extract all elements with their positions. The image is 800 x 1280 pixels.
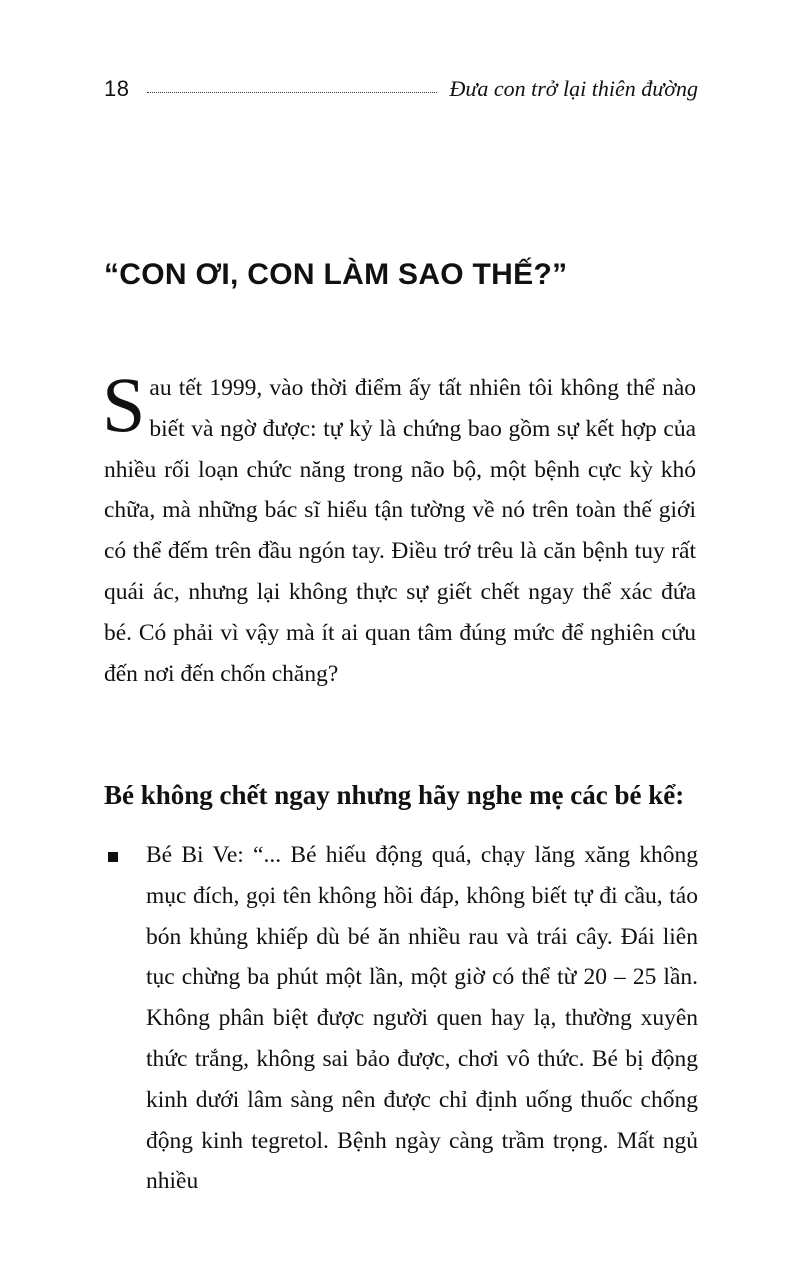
intro-paragraph bbox=[102, 361, 696, 694]
section-heading: Bé không chết ngay nhưng hãy nghe mẹ các bé kể: bbox=[104, 780, 685, 810]
running-header bbox=[104, 72, 698, 106]
bullet-text: Bé Bi Ve: “... Bé hiếu động quá, chạy lăng xăng không mục đích, gọi tên không hồi đáp, không biết tự đi cầu, táo bón khủng khiếp dù bé ăn nhiều rau và trái cây. Đái liên tục chừng ba phút một lần, một giờ có thể từ 20 – 25 lần. Không phân biệt được người quen hay lạ, thường xuyên thức trắng, không sai bảo được, chơi vô thức. Bé bị động kinh dưới lâm sàng nên được chỉ định uống thuốc chống động kinh tegretol. Bệnh ngày càng trầm trọng. Mất ngủ nhiều bbox=[146, 842, 698, 1195]
header-dotted-rule bbox=[147, 92, 437, 93]
square-bullet-icon bbox=[108, 852, 118, 862]
chapter-title: “CON ƠI, CON LÀM SAO THẾ?” bbox=[104, 258, 568, 291]
bullet-item bbox=[104, 835, 698, 1202]
drop-cap: S bbox=[102, 361, 146, 448]
intro-text: au tết 1999, vào thời điểm ấy tất nhiên tôi không thể nào biết và ngờ được: tự kỷ là chứng bao gồm sự kết hợp của nhiều rối loạn chức năng trong não bộ, một bệnh cực kỳ khó chữa, mà những bác sĩ hiểu tận tường về nó trên toàn thế giới có thể đếm trên đầu ngón tay. Điều trớ trêu là căn bệnh tuy rất quái ác, nhưng lại không thực sự giết chết ngay thể xác đứa bé. Có phải vì vậy mà ít ai quan tâm đúng mức để nghiên cứu đến nơi đến chốn chăng? bbox=[104, 375, 696, 687]
page-number: 18 bbox=[104, 76, 130, 101]
book-title: Đưa con trở lại thiên đường bbox=[449, 76, 698, 101]
